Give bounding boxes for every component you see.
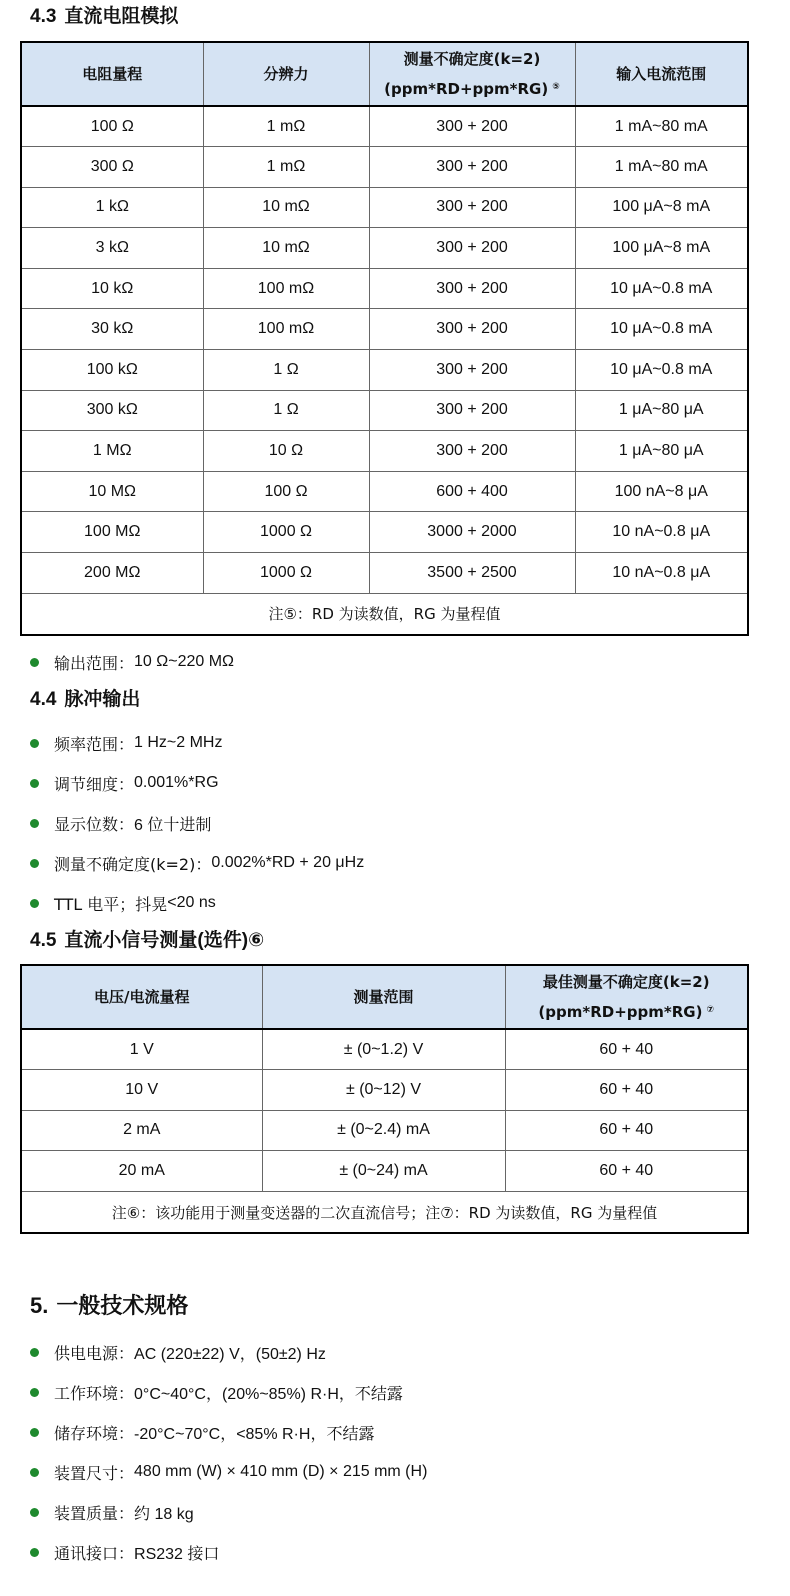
table-note-row [21,1191,748,1233]
header-resolution: 分辨力 [203,42,369,106]
table-row [21,1070,748,1111]
table-cell: ± (0~24) mA [262,1151,505,1192]
table-cell: 300 + 200 [369,187,575,228]
table-cell: 1 μA~80 μA [575,431,748,472]
bullet-icon [30,899,39,908]
table-cell: 1 μA~80 μA [575,390,748,431]
table-cell: 10 Ω [203,431,369,472]
table-cell: 60 + 40 [505,1110,748,1151]
bullet-icon [30,779,39,788]
table-header-row [21,965,748,1029]
table-cell: 300 kΩ [21,390,203,431]
header-uncertainty: 测量不确定度(k=2) (ppm*RD+ppm*RG) ⑤ [369,42,575,106]
list-item: 通讯接口： RS232 接口 [30,1540,219,1564]
section-4-3-heading: 4.3 直流电阻模拟 [30,6,179,27]
table-cell: 30 kΩ [21,309,203,350]
table-cell: 100 nA~8 μA [575,471,748,512]
table-note: 注⑥：该功能用于测量变送器的二次直流信号；注⑦：RD 为读数值，RG 为量程值 [21,1191,748,1233]
table-cell: 3500 + 2500 [369,553,575,594]
list-item: 储存环境： -20°C~70°C，<85% R·H，不结露 [30,1420,374,1444]
bullet-icon [30,1508,39,1517]
table-cell: 300 + 200 [369,350,575,391]
table-cell: 10 nA~0.8 μA [575,512,748,553]
table-cell: 10 mΩ [203,187,369,228]
table-cell: 60 + 40 [505,1029,748,1070]
table-cell: 10 mΩ [203,228,369,269]
table-header-row [21,42,748,106]
table-row [21,1029,748,1070]
table-row [21,512,748,553]
table-cell: 3 kΩ [21,228,203,269]
bullet-icon [30,658,39,667]
table-cell: ± (0~12) V [262,1070,505,1111]
output-range-item: 输出范围： 10 Ω~220 MΩ [30,650,234,674]
list-item: 调节细度： 0.001%*RG [30,771,219,795]
section-4-5-heading: 4.5 直流小信号测量(选件)⑥ [30,930,265,951]
table-cell: 300 + 200 [369,309,575,350]
list-item: TTL 电平；抖晃 <20 ns [30,891,216,915]
table-row [21,471,748,512]
table-row [21,553,748,594]
table-cell: 100 mΩ [203,268,369,309]
header-range: 电压/电流量程 [21,965,262,1029]
bullet-icon [30,1548,39,1557]
table-cell: 60 + 40 [505,1070,748,1111]
table-cell: 300 Ω [21,147,203,188]
table-cell: 100 MΩ [21,512,203,553]
table-cell: 300 + 200 [369,147,575,188]
table-row [21,1151,748,1192]
table-cell: 10 MΩ [21,471,203,512]
table-cell: 1 V [21,1029,262,1070]
list-item: 装置尺寸： 480 mm (W) × 410 mm (D) × 215 mm (H) [30,1460,427,1484]
table-cell: 1 MΩ [21,431,203,472]
table-cell: 1 kΩ [21,187,203,228]
table-cell: 10 kΩ [21,268,203,309]
dc-resistance-table [20,41,749,636]
table-cell: 10 μA~0.8 mA [575,268,748,309]
table-cell: ± (0~1.2) V [262,1029,505,1070]
table-row [21,228,748,269]
table-cell: 1000 Ω [203,512,369,553]
table-cell: 300 + 200 [369,106,575,147]
table-cell: 1 mΩ [203,106,369,147]
table-cell: 10 V [21,1070,262,1111]
table-cell: 1 Ω [203,390,369,431]
header-input-current: 输入电流范围 [575,42,748,106]
table-cell: 100 μA~8 mA [575,187,748,228]
section-5-heading: 5. 一般技术规格 [30,1293,189,1318]
bullet-icon [30,1388,39,1397]
table-note-row [21,593,748,635]
list-item: 显示位数： 6 位十进制 [30,811,211,835]
bullet-icon [30,1428,39,1437]
table-row [21,1110,748,1151]
list-item: 工作环境： 0°C~40°C，(20%~85%) R·H，不结露 [30,1380,403,1404]
bullet-icon [30,1468,39,1477]
table-cell: 10 μA~0.8 mA [575,350,748,391]
list-item: 装置质量： 约 18 kg [30,1500,194,1524]
table-row [21,309,748,350]
table-cell: 300 + 200 [369,431,575,472]
table-cell: 2 mA [21,1110,262,1151]
table-cell: 20 mA [21,1151,262,1192]
table-cell: 100 Ω [203,471,369,512]
table-cell: 1 mA~80 mA [575,147,748,188]
table-row [21,106,748,147]
list-item: 供电电源： AC (220±22) V，(50±2) Hz [30,1340,326,1364]
table-cell: 100 mΩ [203,309,369,350]
table-cell: 1000 Ω [203,553,369,594]
bullet-icon [30,859,39,868]
table-cell: 300 + 200 [369,268,575,309]
table-cell: ± (0~2.4) mA [262,1110,505,1151]
header-resistance-range: 电阻量程 [21,42,203,106]
table-cell: 1 Ω [203,350,369,391]
bullet-icon [30,1348,39,1357]
table-row [21,431,748,472]
table-cell: 100 kΩ [21,350,203,391]
table-cell: 300 + 200 [369,390,575,431]
table-cell: 100 Ω [21,106,203,147]
bullet-icon [30,739,39,748]
table-cell: 100 μA~8 mA [575,228,748,269]
list-item: 频率范围： 1 Hz~2 MHz [30,731,222,755]
table-cell: 1 mΩ [203,147,369,188]
table-cell: 600 + 400 [369,471,575,512]
table-cell: 10 nA~0.8 μA [575,553,748,594]
header-best-uncertainty: 最佳测量不确定度(k=2) (ppm*RD+ppm*RG) ⑦ [505,965,748,1029]
table-row [21,350,748,391]
bullet-icon [30,819,39,828]
table-note: 注⑤：RD 为读数值，RG 为量程值 [21,593,748,635]
table-cell: 60 + 40 [505,1151,748,1192]
table-cell: 300 + 200 [369,228,575,269]
section-4-4-heading: 4.4 脉冲输出 [30,689,141,710]
table-row [21,147,748,188]
table-cell: 200 MΩ [21,553,203,594]
dc-small-signal-table [20,964,749,1234]
table-cell: 10 μA~0.8 mA [575,309,748,350]
table-row [21,268,748,309]
table-row [21,187,748,228]
table-row [21,390,748,431]
table-cell: 1 mA~80 mA [575,106,748,147]
table-cell: 3000 + 2000 [369,512,575,553]
header-measure-range: 测量范围 [262,965,505,1029]
list-item: 测量不确定度(k=2)： 0.002%*RD + 20 μHz [30,851,364,875]
